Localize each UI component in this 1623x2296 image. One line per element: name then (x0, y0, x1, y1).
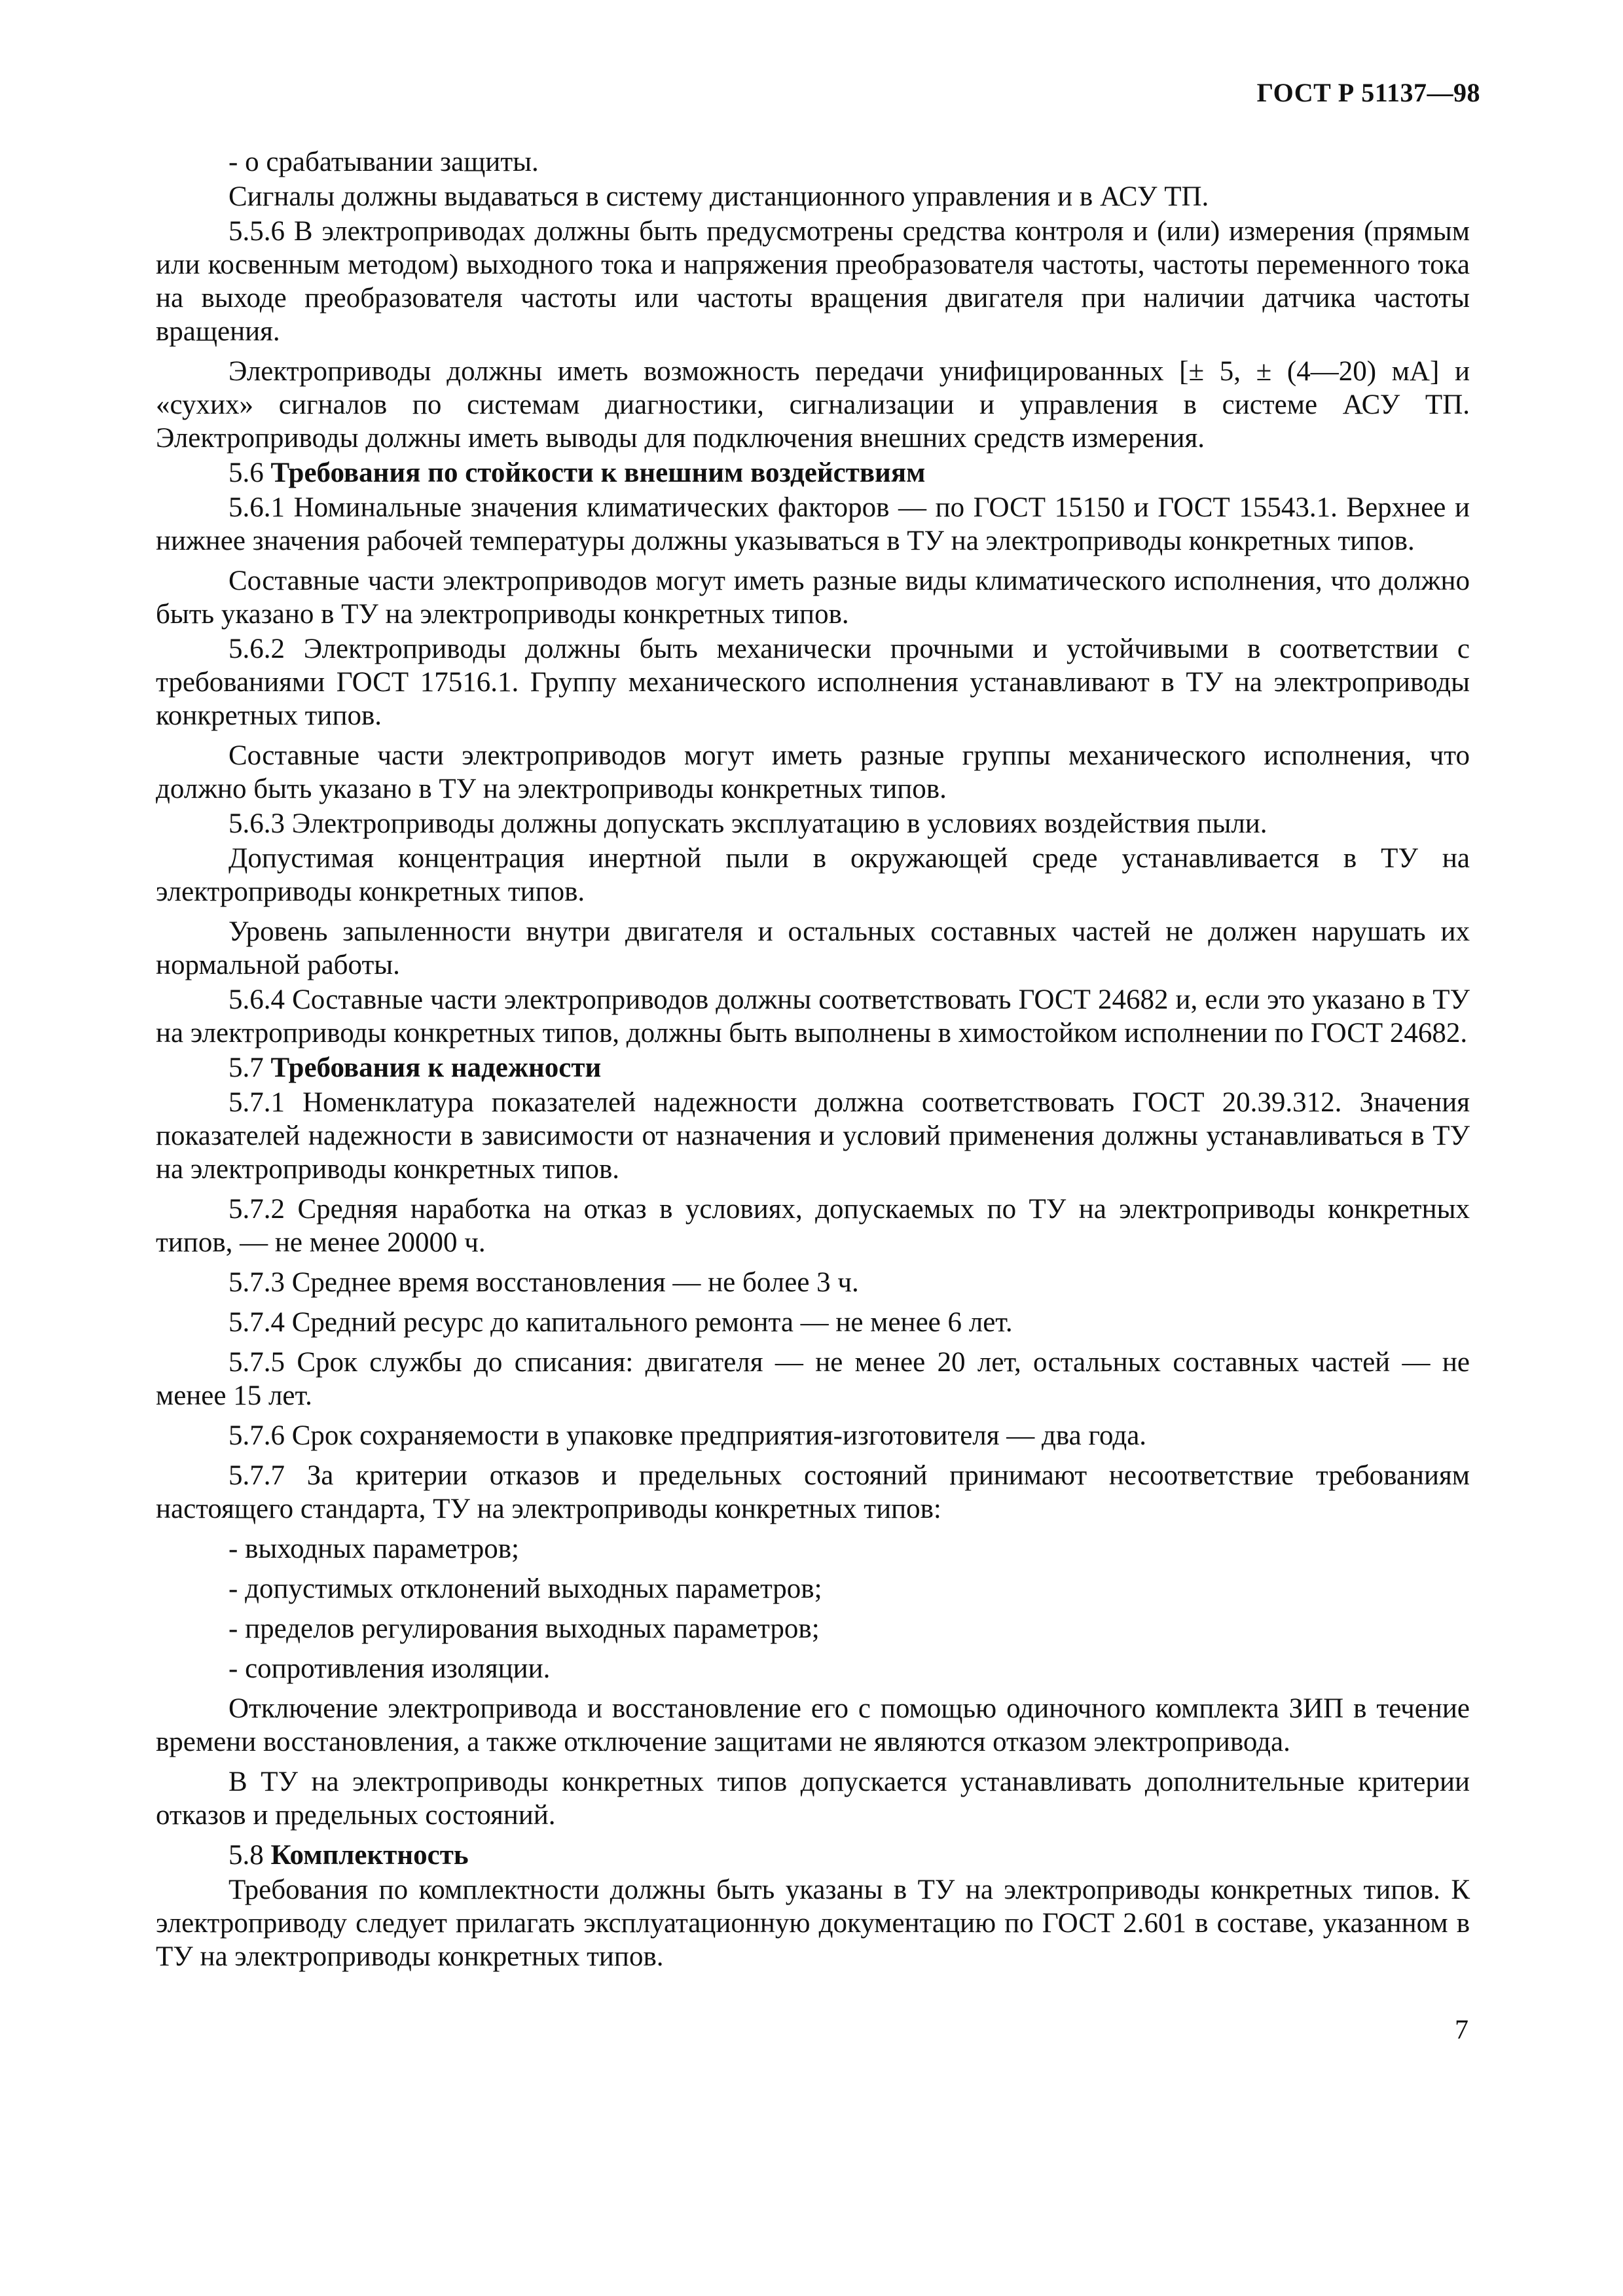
paragraph: Отключение электропривода и восстановление его с помощью одиночного комплекта ЗИП в течение времени восстановления, а также отключение защитами не являются отказом электропривода. (156, 1693, 1470, 1757)
section-title: Комплектность (270, 1840, 469, 1871)
paragraph: Уровень запыленности внутри двигателя и остальных составных частей не должен нарушать их нормальной работы. (156, 916, 1470, 980)
document-code-header: ГОСТ Р 51137—98 (1256, 78, 1480, 107)
paragraph: 5.7.4 Средний ресурс до капитального ремонта — не менее 6 лет. (228, 1307, 1013, 1338)
list-item: - выходных параметров; (228, 1534, 519, 1564)
section-title: Требования к надежности (270, 1052, 602, 1083)
list-item: - сопротивления изоляции. (228, 1653, 551, 1684)
section-number: 5.8 (228, 1840, 264, 1871)
section-heading (156, 1839, 1470, 1872)
document-body (156, 145, 1470, 1975)
paragraph: 5.7.6 Срок сохраняемости в упаковке предприятия-изготовителя — два года. (228, 1420, 1147, 1451)
paragraph: - о срабатывании защиты. (228, 147, 539, 177)
paragraph: 5.5.6 В электроприводах должны быть предусмотрены средства контроля и (или) измерения (прямым или косвенным методом) выходного тока и напряжения преобразователя частоты, частоты переменного тока на выходе преобразователя частоты или частоты вращения двигателя при наличии датчика частоты вращения. (156, 216, 1470, 347)
paragraph: 5.7.5 Срок службы до списания: двигателя — не менее 20 лет, остальных составных частей — не менее 15 лет. (156, 1347, 1470, 1411)
page-number: 7 (1455, 2015, 1468, 2045)
section-number: 5.7 (228, 1052, 264, 1083)
section-title: Требования по стойкости к внешним воздействиям (270, 457, 926, 488)
section-heading (156, 1051, 1470, 1085)
list-item: - пределов регулирования выходных параметров; (228, 1613, 820, 1644)
paragraph: Допустимая концентрация инертной пыли в окружающей среде устанавливается в ТУ на электроприводы конкретных типов. (156, 843, 1470, 907)
paragraph: 5.6.4 Составные части электроприводов должны соответствовать ГОСТ 24682 и, если это указано в ТУ на электроприводы конкретных типов, должны быть выполнены в химостойком исполнении по ГОСТ 24682. (156, 984, 1470, 1049)
section-heading (156, 456, 1470, 490)
list-item: - допустимых отклонений выходных параметров; (228, 1573, 822, 1604)
paragraph: 5.7.7 За критерии отказов и предельных состояний принимают несоответствие требованиям настоящего стандарта, ТУ на электроприводы конкретных типов: (156, 1460, 1470, 1524)
section-number: 5.6 (228, 457, 264, 488)
paragraph: 5.7.3 Среднее время восстановления — не более 3 ч. (228, 1267, 859, 1298)
paragraph: В ТУ на электроприводы конкретных типов допускается устанавливать дополнительные критерии отказов и предельных состояний. (156, 1767, 1470, 1831)
paragraph: 5.6.3 Электроприводы должны допускать эксплуатацию в условиях воздействия пыли. (228, 808, 1267, 839)
paragraph: Составные части электроприводов могут иметь разные группы механического исполнения, что должно быть указано в ТУ на электроприводы конкретных типов. (156, 740, 1470, 804)
paragraph: 5.6.1 Номинальные значения климатических факторов — по ГОСТ 15150 и ГОСТ 15543.1. Верхнее и нижнее значения рабочей температуры должны указываться в ТУ на электроприводы конкретных типов. (156, 492, 1470, 556)
paragraph: Сигналы должны выдаваться в систему дистанционного управления и в АСУ ТП. (228, 181, 1209, 212)
paragraph: Электроприводы должны иметь возможность передачи унифицированных [± 5, ± (4—20) мА] и «сухих» сигналов по системам диагностики, сигнализации и управления в системе АСУ ТП. Электроприводы должны иметь выводы для подключения внешних средств измерения. (156, 356, 1470, 454)
paragraph: 5.7.2 Средняя наработка на отказ в условиях, допускаемых по ТУ на электроприводы конкретных типов, — не менее 20000 ч. (156, 1194, 1470, 1258)
paragraph: Требования по комплектности должны быть указаны в ТУ на электроприводы конкретных типов. К электроприводу следует прилагать эксплуатационную документацию по ГОСТ 2.601 в составе, указанном в ТУ на электроприводы конкретных типов. (156, 1874, 1470, 1972)
paragraph: Составные части электроприводов могут иметь разные виды климатического исполнения, что должно быть указано в ТУ на электроприводы конкретных типов. (156, 565, 1470, 630)
paragraph: 5.7.1 Номенклатура показателей надежности должна соответствовать ГОСТ 20.39.312. Значения показателей надежности в зависимости от назначения и условий применения должны устанавливаться в ТУ на электроприводы конкретных типов. (156, 1087, 1470, 1185)
paragraph: 5.6.2 Электроприводы должны быть механически прочными и устойчивыми в соответствии с требованиями ГОСТ 17516.1. Группу механического исполнения устанавливают в ТУ на электроприводы конкретных типов. (156, 634, 1470, 731)
